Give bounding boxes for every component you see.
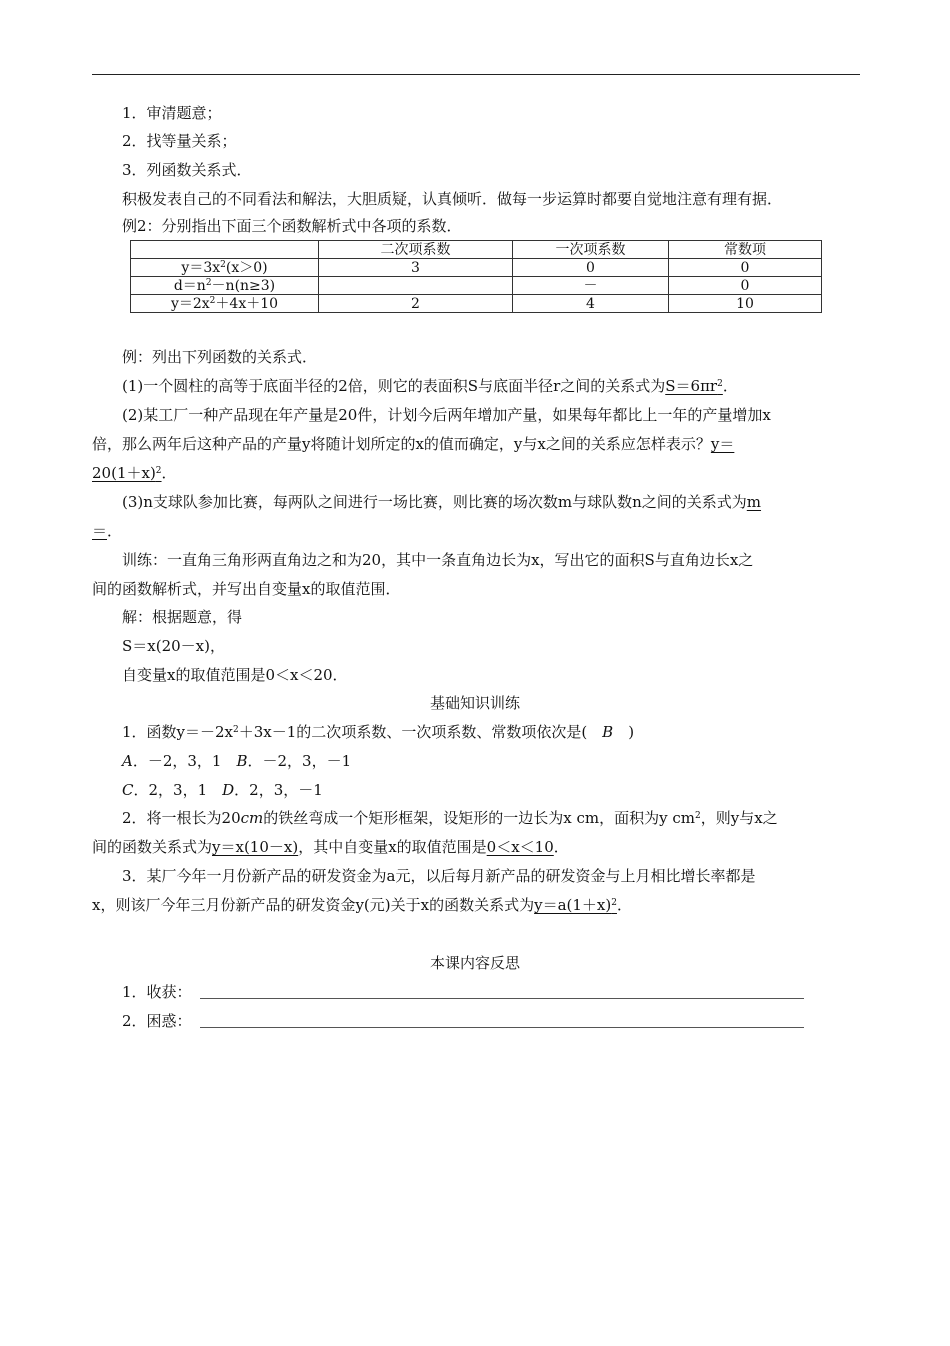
quadratic-coef-cell [319,277,513,295]
top-rule [92,74,860,75]
intro-paragraph: 积极发表自己的不同看法和解法，大胆质疑，认真倾听．做每一步运算时都要自觉地注意有理有据． [122,190,783,208]
reflection-confusion: 2．困惑： [122,1011,804,1031]
basic-question-2-line2: 间的函数关系式为y＝x(10－x)，其中自变量x的取值范围是0＜x＜10． [92,838,569,856]
example-question-3-line2: ＝． [92,522,123,540]
answer-blank: $20(1+x)^2$ [92,464,162,482]
table-header-cell: 二次项系数 [319,241,513,259]
step-2: 2．找等量关系； [122,132,237,150]
basic-question-1: 1．函数$y=-2x^2+3x-1$的二次项系数、一次项系数、常数项依次是( B ) [122,723,635,741]
solution-line-3: 自变量x的取值范围是0＜x＜20． [122,666,348,684]
reflection-heading: 本课内容反思 [429,954,520,972]
coefficient-table [130,240,822,313]
example-question-1: (1)一个圆柱的高等于底面半径的2倍，则它的表面积S与底面半径r之间的关系式为$S=6\pi r^2$． [122,377,738,395]
answer-blank: y＝x(10－x) [212,838,299,856]
basic-question-2-line1: 2．将一根长为20cm的铁丝弯成一个矩形框架，设矩形的一边长为x cm，面积为y $cm^2$，则y与x之 [122,809,778,827]
step-3: 3．列函数关系式． [122,161,252,179]
quadratic-coef-cell: 2 [319,295,513,313]
reflection-gain: 1．收获： [122,982,804,1002]
training-line-2: 间的函数解析式，并写出自变量x的取值范围． [92,580,401,598]
answer-blank: $y=a(1+x)^2$ [534,896,617,914]
table-header-cell: 一次项系数 [513,241,669,259]
example-title: 例：列出下列函数的关系式． [122,348,318,366]
table-header-cell: 常数项 [669,241,822,259]
example-question-2-line2: 倍，那么两年后这种产品的产量y将随计划所定的x的值而确定，y与x之间的关系应怎样表示？y＝ [92,435,735,453]
training-line-1: 训练：一直角三角形两直角边之和为20，其中一条直角边长为x，写出它的面积S与直角边长x之 [122,551,754,569]
table-row [131,277,822,295]
answer-blank: $S=6\pi r^2$ [665,377,723,395]
solution-line-1: 解：根据题意，得 [122,608,243,626]
basic-question-3-line2: x，则该厂今年三月份新产品的研发资金y(元)关于x的函数关系式为$y=a(1+x)^2$． [92,896,632,914]
table-row [131,295,822,313]
table-header-row [131,241,822,259]
table-header-cell [131,241,319,259]
function-cell: $y=3x^2(x>0)$ [131,259,319,277]
basic-training-heading: 基础知识训练 [429,694,520,712]
answer-choice: B [602,723,614,741]
linear-coef-cell: 4 [513,295,669,313]
table-row [131,259,822,277]
answer-blank: m [746,493,762,511]
linear-coef-cell: － [513,277,669,295]
example-question-2-line3: $20(1+x)^2$． [92,464,177,482]
function-cell: $d=n^2-n(n\ge 3)$ [131,277,319,295]
linear-coef-cell: 0 [513,259,669,277]
constant-cell: 0 [669,277,822,295]
answer-blank: ＝ [92,522,108,540]
example-question-3-line1: (3)n支球队参加比赛，每两队之间进行一场比赛，则比赛的场次数m与球队数n之间的关系式为m [122,493,762,511]
function-cell: $y=2x^2+4x+10$ [131,295,319,313]
quadratic-coef-cell: 3 [319,259,513,277]
options-ab: A．－2，3，1 B．－2，3，－1 [122,752,352,770]
constant-cell: 10 [669,295,822,313]
write-in-line [200,1013,804,1028]
options-cd: C．2，3，1 D．2，3，－1 [122,781,323,799]
example-question-2-line1: (2)某工厂一种产品现在年产量是20件，计划今后两年增加产量，如果每年都比上一年的产量增加x [122,406,771,424]
basic-question-3-line1: 3．某厂今年一月份新产品的研发资金为a元，以后每月新产品的研发资金与上月相比增长率都是 [122,867,756,885]
example2-title: 例2：分别指出下面三个函数解析式中各项的系数． [122,217,462,235]
constant-cell: 0 [669,259,822,277]
answer-blank: 0＜x＜10 [486,838,554,856]
solution-line-2: S＝x(20－x)， [122,637,225,655]
step-1: 1．审清题意； [122,104,222,122]
answer-blank: y＝ [710,435,735,453]
write-in-line [200,984,804,999]
